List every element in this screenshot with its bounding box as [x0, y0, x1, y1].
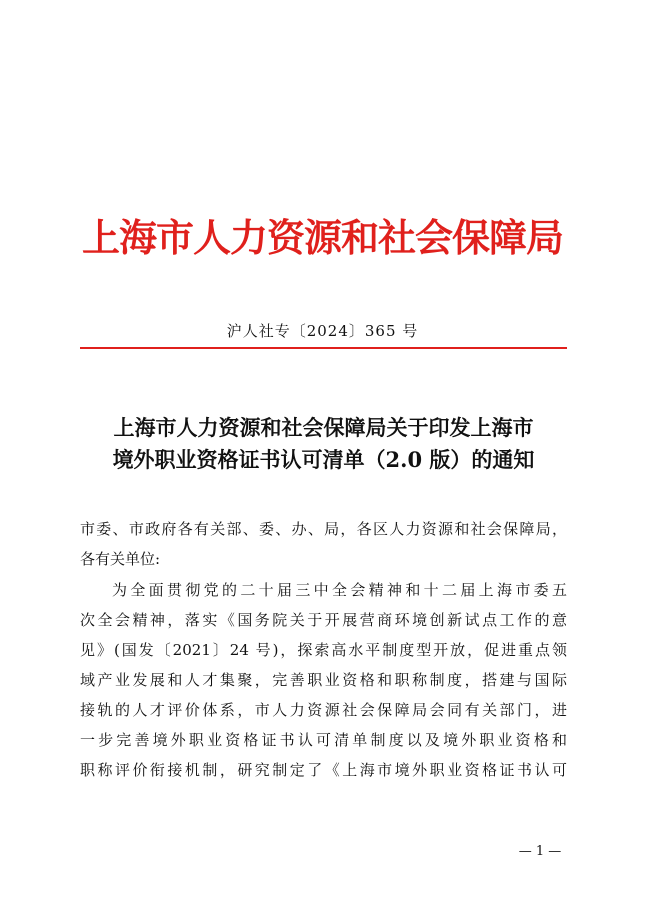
body-line: 一步完善境外职业资格证书认可清单制度以及境外职业资格和 [80, 731, 567, 749]
document-title [80, 412, 567, 476]
body-paragraph [80, 575, 567, 785]
page-number: — 1 — [518, 844, 562, 859]
document-number: 沪人社专〔2024〕365 号 [226, 322, 419, 340]
body-line: 次全会精神，落实《国务院关于开展营商环境创新试点工作的意 [80, 611, 567, 629]
body-line: 职称评价衔接机制，研究制定了《上海市境外职业资格证书认可 [80, 761, 567, 779]
issuing-agency-masthead: 上海市人力资源和社会保障局 [81, 215, 563, 260]
salutation-line-2: 各有关单位: [80, 550, 161, 568]
body-line: 域产业发展和人才集聚，完善职业资格和职称制度，搭建与国际 [80, 671, 567, 689]
body-line: 接轨的人才评价体系，市人力资源社会保障局会同有关部门，进 [80, 701, 567, 719]
title-line-2: 境外职业资格证书认可清单（2.0 版）的通知 [112, 447, 535, 472]
salutation [80, 514, 567, 574]
title-line-1: 上海市人力资源和社会保障局关于印发上海市 [113, 415, 534, 440]
body-line: 为全面贯彻党的二十届三中全会精神和十二届上海市委五 [112, 581, 567, 599]
red-separator-line [80, 347, 567, 349]
body-line: 见》(国发〔2021〕24 号)，探索高水平制度型开放，促进重点领 [80, 641, 567, 659]
salutation-line-1: 市委、市政府各有关部、委、办、局，各区人力资源和社会保障局， [80, 520, 567, 538]
